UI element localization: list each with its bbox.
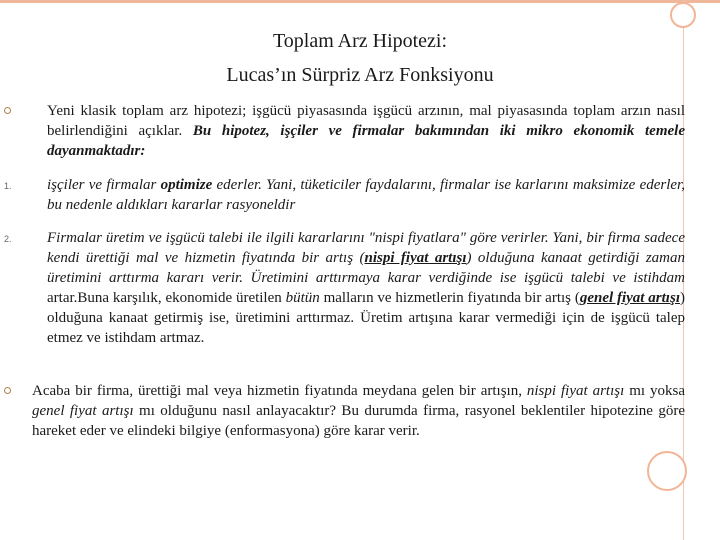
bullet-icon	[4, 387, 11, 394]
item1-optimize: optimize	[160, 177, 213, 193]
bullet2-nispi: nispi fiyat artışı	[526, 383, 625, 399]
bullet2-text-b: mı yoksa	[624, 383, 685, 399]
item2-text-d: malların ve hizmetlerin fiyatında bir artış (	[319, 290, 580, 306]
bullet-icon	[4, 107, 11, 114]
item1-text-b: ederler. Yani, tüketiciler faydalarını, firmalar ise karlarını maksimize ederler, bu nedenle aldıkları kararlar rasyoneldir	[47, 177, 685, 213]
top-border	[0, 0, 720, 3]
item1-text-a: işçiler ve firmalar	[47, 177, 161, 193]
item2-text-e: ) olduğuna kanaat getirmiş ise, üretimini arttırmaz. Üretim artışına karar vermediği için de işgücü talep etmez ve istihdam artmaz.	[47, 290, 685, 346]
item2-text-a: Firmalar üretim ve işgücü talebi ile ilgili kararlarını "nispi fiyatlara" göre verirler. Yani, bir firma sadece kendi ürettiği mal ve hizmetin fiyatında bir artış (	[47, 230, 685, 266]
bullet2-text-a: Acaba bir firma, ürettiği mal veya hizmetin fiyatında meydana gelen bir artışın,	[32, 383, 527, 399]
item2-butun: bütün	[285, 290, 320, 306]
item2-genel-fiyat: genel fiyat artışı	[579, 290, 680, 306]
item2-nispi-fiyat: nispi fiyat artışı	[364, 250, 467, 266]
bullet2-paragraph	[32, 381, 685, 441]
bullet1-text: Yeni klasik toplam arz hipotezi; işgücü piyasasında işgücü arzının, mal piyasasında toplam arzın nasıl belirlendiğini açıklar.	[47, 103, 685, 139]
item2-text-c: artar.Buna karşılık, ekonomide üretilen	[47, 290, 286, 306]
bullet1-emphasis: Bu hipotez, işçiler ve firmalar bakımından iki mikro ekonomik temele dayanmaktadır:	[47, 123, 685, 159]
decorative-circle-bottom	[647, 451, 687, 491]
item1-number: 1.	[4, 181, 12, 191]
bullet1-paragraph	[47, 101, 685, 161]
slide-title-line1: Toplam Arz Hipotezi:	[272, 30, 448, 52]
item2-text-b: ) olduğuna kanaat getirdiği zaman üretimini arttırma kararı verir. Üretimini arttırmaya karar verdiğinde ise işgücü talebi ve istihdam	[47, 250, 685, 286]
decorative-circle-top	[670, 2, 696, 28]
bullet2-genel: genel fiyat artışı	[32, 403, 134, 419]
item2-paragraph	[47, 228, 685, 348]
bullet2-text-c: mı olduğunu nasıl anlayacaktır? Bu durumda firma, rasyonel beklentiler hipotezine göre hareket eder ve elindeki bilgiye (enformasyona) göre karar verir.	[32, 403, 685, 439]
item2-number: 2.	[4, 234, 12, 244]
item1-paragraph	[47, 175, 685, 215]
slide-title-line2: Lucas’ın Sürpriz Arz Fonksiyonu	[226, 64, 494, 86]
